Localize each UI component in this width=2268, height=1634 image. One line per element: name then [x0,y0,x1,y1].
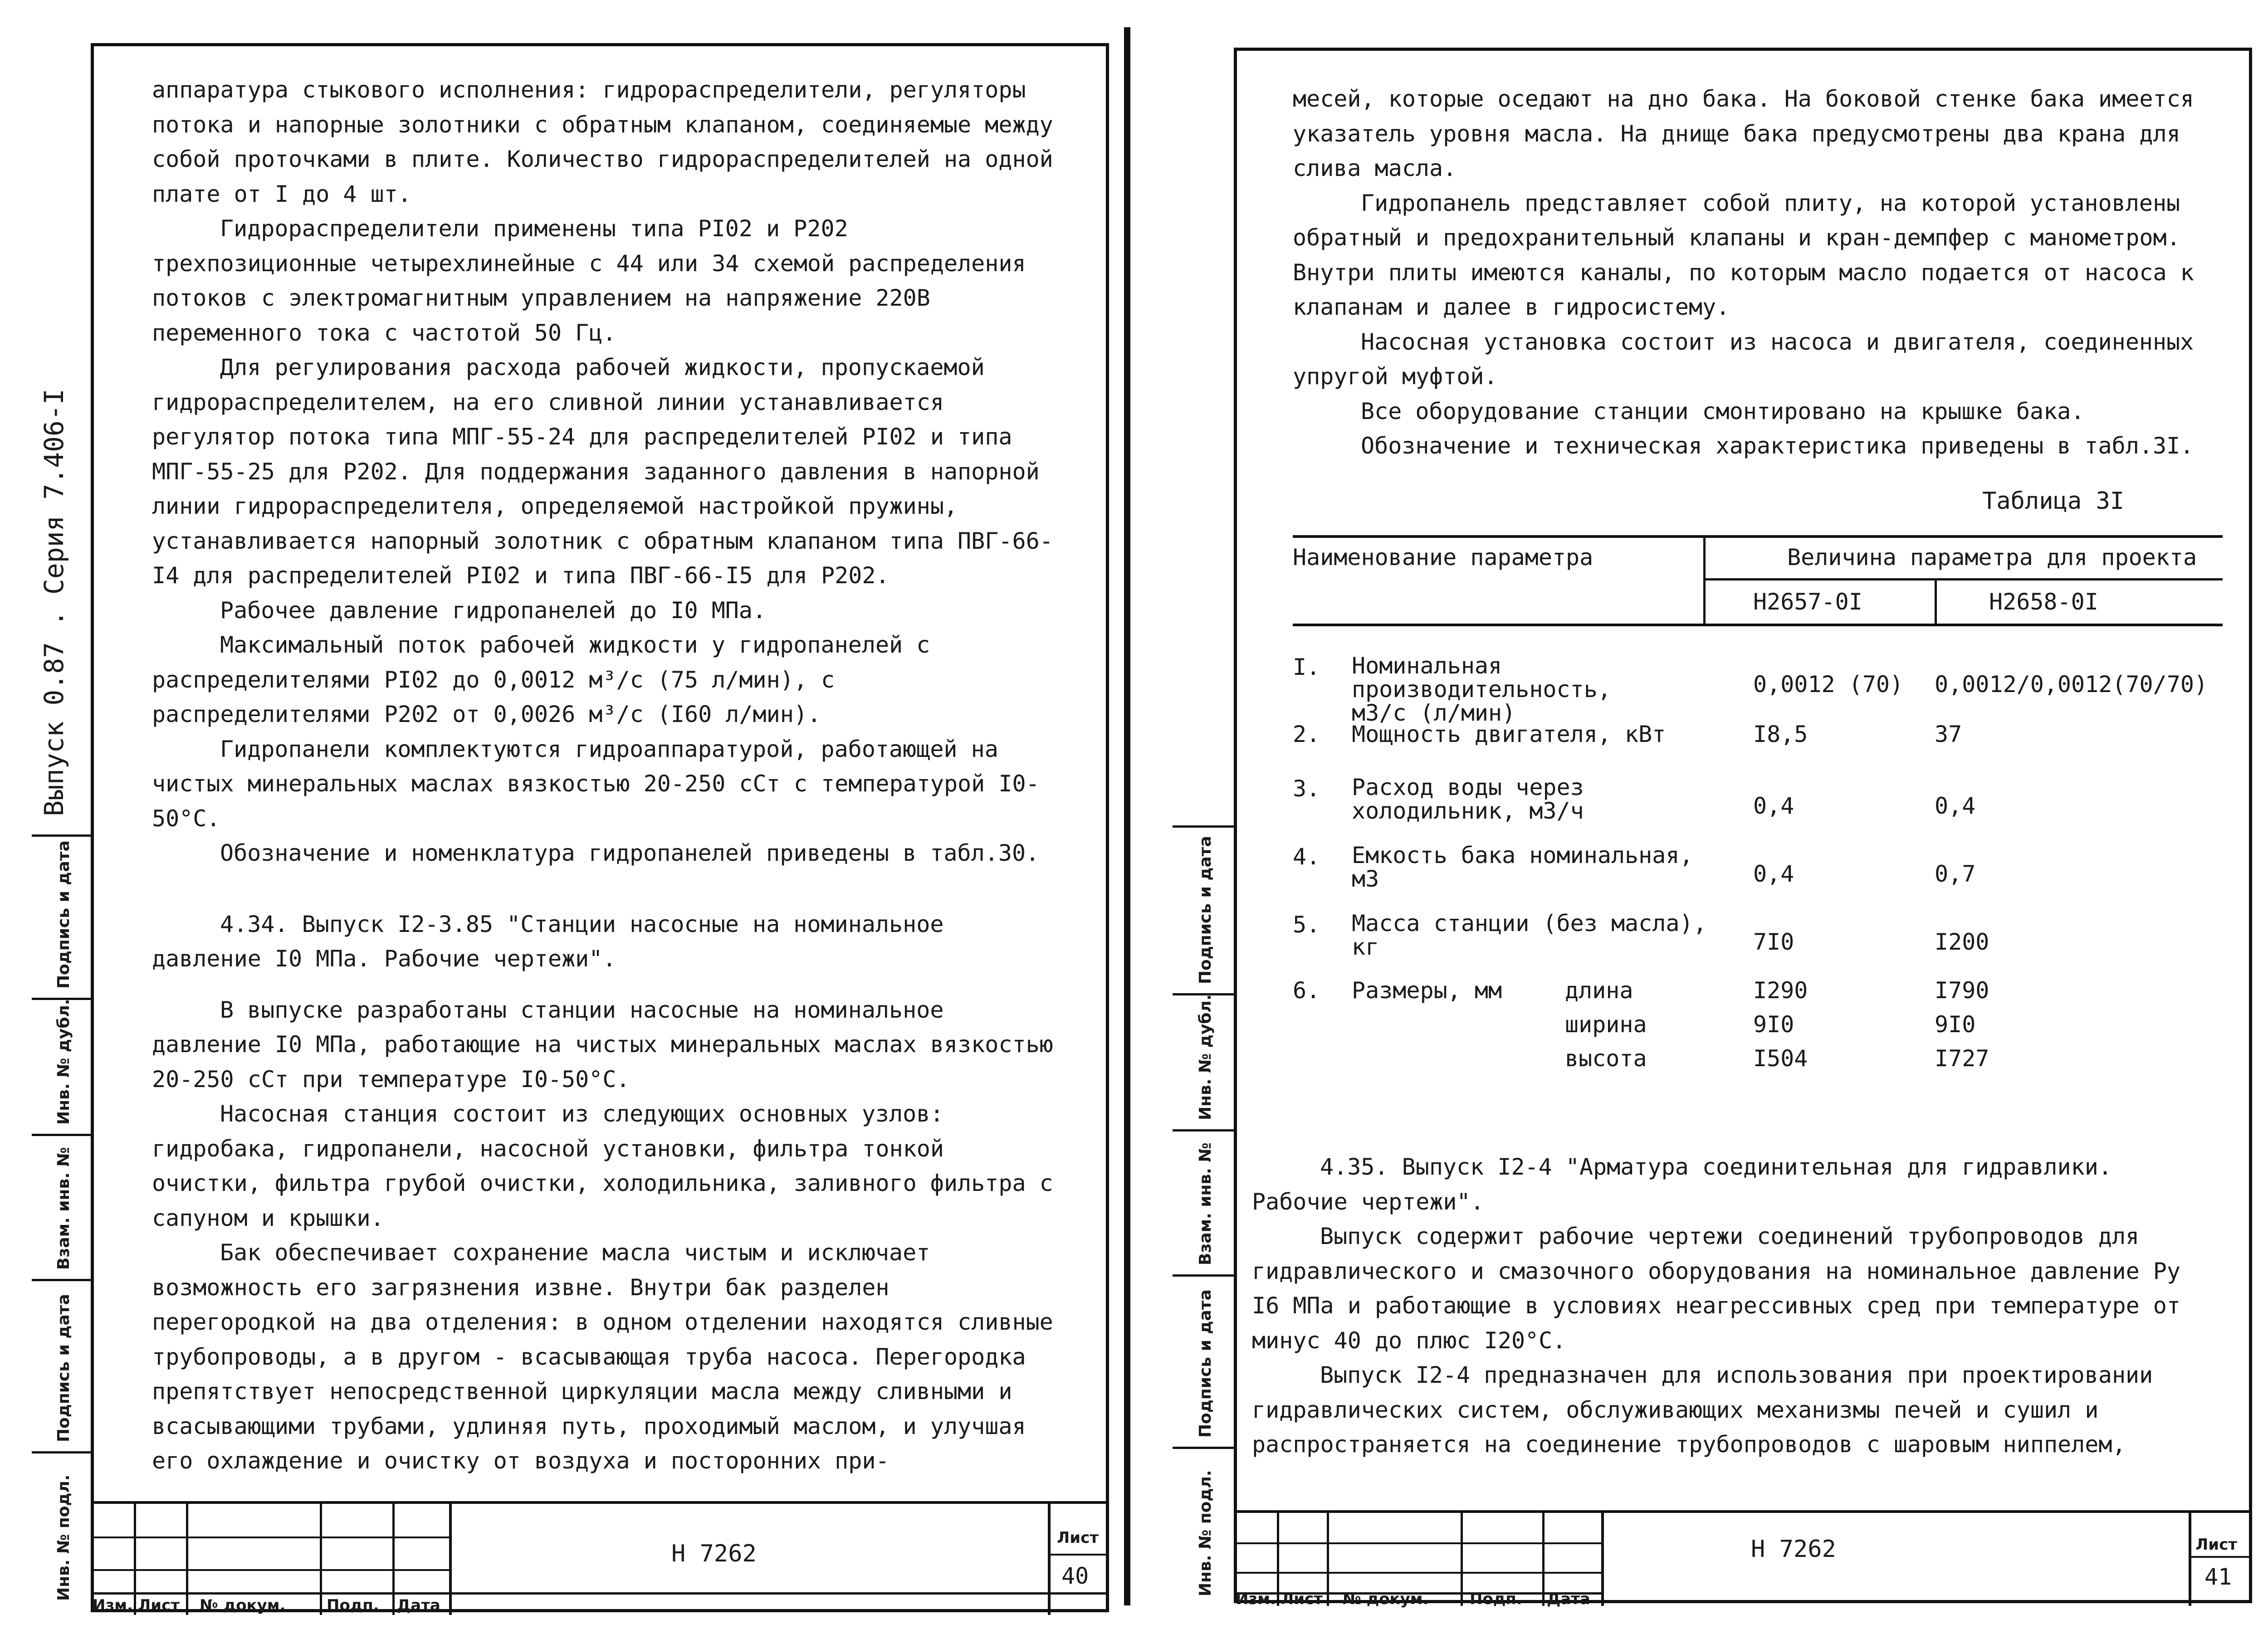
sheet-number: 40 [1061,1563,1089,1589]
row-value-1: 0,4 [1753,793,1794,819]
row-param: Номинальная производительность, м3/с (л/мин) [1352,653,1611,726]
right-stamp-signature-date: Подпись и дата [1196,836,1215,984]
paragraph: аппаратура стыкового исполнения: гидрораспределители, регуляторы потока и напорные золотники с обратным клапаном, соединяемые между собой проточками в плите. Количество гидрораспределителей на одной плате от I до 4 шт. [152,77,1053,207]
dim-value-2: 9I0 [1935,1011,1976,1038]
dim-label: высота [1565,1045,1647,1072]
page-divider [1124,27,1130,1605]
row-value-1: I8,5 [1753,721,1808,747]
tb-col-sheet: Лист [1281,1590,1323,1608]
left-page-body [152,73,1064,1474]
dim-value-1: I290 [1753,977,1808,1004]
paragraph: Рабочее давление гидропанелей до I0 МПа. [220,597,767,624]
dim-label: длина [1565,977,1633,1004]
row-number: 4. [1293,844,1320,870]
row-value-2: I200 [1935,929,1989,955]
dim-value-1: 9I0 [1753,1011,1794,1038]
row-param: Мощность двигателя, кВт [1352,721,1666,747]
row-value-2: 0,7 [1935,861,1976,887]
table-title: Таблица 3I [1982,488,2125,515]
row-value-1: 7I0 [1753,929,1794,955]
right-page-body [1252,1150,2218,1476]
row-number: 2. [1293,721,1320,747]
left-stamp-replace-inv: Взам. инв. № [54,1147,73,1270]
tb-col-signature: Подп. [327,1596,379,1614]
document-code: Н 7262 [671,1540,757,1567]
right-stamp-dup-inv: Инв. № дубл. [1196,994,1215,1120]
table-header-param: Наименование параметра [1293,544,1593,571]
left-stamp-orig-inv: Инв. № подл. [54,1474,73,1601]
left-stamp-signature-date-2: Подпись и дата [54,1294,73,1442]
paragraph: Бак обеспечивает сохранение масла чистым и исключает возможность его загрязнения извне. Внутри бак разделен перегородкой на два отделения: в одном отделении находятся сливные трубопроводы, а в другом - всасывающая труба насоса. Перегородка препятствует непосредственной циркуляции масла между сливными и всасывающими трубами, удлиняя путь, проходимый маслом, и улучшая его охлаждение и очистку от воздуха и посторонних при- [152,1239,1053,1474]
tb-col-date: Дата [397,1596,440,1614]
row-number: 6. [1293,977,1320,1004]
paragraph: месей, которые оседают на дно бака. На боковой стенке бака имеется указатель уровня масла. На днище бака предусмотрены два крана для слива масла. [1293,86,2194,181]
row-value-1: 0,4 [1753,861,1794,887]
tb-col-sheet: Лист [138,1596,180,1614]
row-number: 5. [1293,912,1320,938]
tb-col-change: Изм. [1236,1590,1276,1608]
left-stamp-column [32,834,93,1605]
row-param: Емкость бака номинальная, м3 [1352,842,1693,892]
dim-label: ширина [1565,1011,1647,1038]
paragraph: Максимальный поток рабочей жидкости у гидропанелей с распределителями РI02 до 0,0012 м³/с (75 л/мин), с распределителями Р202 от 0,0026 м³/с (I60 л/мин). [152,632,930,727]
left-title-block [91,1501,1109,1615]
row-value-2: 0,0012/0,0012(70/70) [1935,671,2208,697]
dim-value-2: I790 [1935,977,1989,1004]
sheet-number: 41 [2204,1564,2232,1590]
table-header-project-1: Н2657-0I [1753,589,1862,615]
right-stamp-replace-inv: Взам. инв. № [1196,1142,1215,1265]
dim-value-1: I504 [1753,1045,1808,1072]
table-header-value: Величина параметра для проекта [1787,544,2197,571]
paragraph: Насосная установка состоит из насоса и двигателя, соединенных упругой муфтой. [1293,328,2194,390]
row-param: Масса станции (без масла), кг [1352,910,1707,960]
parameters-table [1293,535,2223,1088]
right-page-intro [1293,82,2204,499]
row-param: Размеры, мм [1352,977,1502,1004]
table-header-project-2: Н2658-0I [1989,589,2098,615]
left-stamp-dup-inv: Инв. № дубл. [54,999,73,1125]
section-heading-4-35: 4.35. Выпуск I2-4 "Арматура соединительная для гидравлики. Рабочие чертежи". [1252,1154,2112,1215]
sheet-label: Лист [2195,1536,2237,1554]
row-number: 3. [1293,776,1320,802]
paragraph: В выпуске разработаны станции насосные на номинальное давление I0 МПа, работающие на чистых минеральных маслах вязкостью 20-250 сСт при температуре I0-50°С. [152,996,1053,1093]
right-stamp-orig-inv: Инв. № подл. [1196,1470,1215,1596]
left-margin-series-label: Выпуск 0.87 . Серия 7.406-I [39,389,69,816]
paragraph: Гидрораспределители применены типа РI02 и Р202 трехпозиционные четырехлинейные с 44 или 34 схемой распределения потоков с электромагнитным управлением на напряжение 220В переменного тока с частотой 50 Гц. [152,215,1026,346]
row-value-2: 0,4 [1935,793,1976,819]
tb-col-doc-no: № докум. [1343,1590,1429,1608]
sheet-label: Лист [1057,1529,1099,1547]
right-title-block [1234,1510,2252,1606]
row-number: I. [1293,654,1320,680]
tb-col-signature: Подп. [1470,1590,1522,1608]
document-code: Н 7262 [1751,1536,1836,1563]
tb-col-date: Дата [1547,1590,1590,1608]
dim-value-2: I727 [1935,1045,1989,1072]
row-param: Расход воды через холодильник, м3/ч [1352,774,1584,824]
paragraph: Для регулирования расхода рабочей жидкости, пропускаемой гидрораспределителем, на его сливной линии устанавливается регулятор потока типа МПГ-55-24 для распределителей РI02 и типа МПГ-55-25 для Р202. Для поддержания заданного давления в напорной линии гидрораспределителя, определяемой настройкой пружины, устанавливается напорный золотник с обратным клапаном типа ПВГ-66-I4 для распределителей РI02 и типа ПВГ-66-I5 для Р202. [152,354,1053,589]
section-heading-4-34: 4.34. Выпуск I2-3.85 "Станции насосные на номинальное давление I0 МПа. Рабочие чертежи". [152,911,944,972]
paragraph: Выпуск содержит рабочие чертежи соединений трубопроводов для гидравлического и смазочного оборудования на номинальное давление Ру I6 МПа и работающие в условиях неагрессивных сред при температуре от минус 40 до плюс I20°С. [1252,1223,2180,1354]
paragraph: Все оборудование станции смонтировано на крышке бака. [1361,398,2085,424]
paragraph: Насосная станция состоит из следующих основных узлов: гидробака, гидропанели, насосной установки, фильтра тонкой очистки, фильтра грубой очистки, холодильника, заливного фильтра с сапуном и крышки. [152,1101,1053,1231]
paragraph: Обозначение и номенклатура гидропанелей приведены в табл.30. [220,840,1040,866]
paragraph: Гидропанель представляет собой плиту, на которой установлены обратный и предохранительный клапаны и кран-демпфер с манометром. Внутри плиты имеются каналы, по которым масло подается от насоса к клапанам и далее в гидросистему. [1293,190,2194,320]
right-stamp-column [1173,825,1236,1603]
tb-col-doc-no: № докум. [200,1596,286,1614]
left-stamp-signature-date: Подпись и дата [54,840,73,989]
paragraph: Обозначение и техническая характеристика приведены в табл.3I. [1361,433,2194,459]
row-value-1: 0,0012 (70) [1753,671,1904,697]
row-value-2: 37 [1935,721,1962,747]
right-stamp-signature-date-2: Подпись и дата [1196,1289,1215,1438]
paragraph: Выпуск I2-4 предназначен для использования при проектировании гидравлических систем, обслуживающих механизмы печей и сушил и распространяется на соединение трубопроводов с шаровым ниппелем, [1252,1362,2153,1458]
paragraph: Гидропанели комплектуются гидроаппаратурой, работающей на чистых минеральных маслах вязкостью 20-250 сСт с температурой I0-50°С. [152,736,1040,832]
tb-col-change: Изм. [93,1596,133,1614]
